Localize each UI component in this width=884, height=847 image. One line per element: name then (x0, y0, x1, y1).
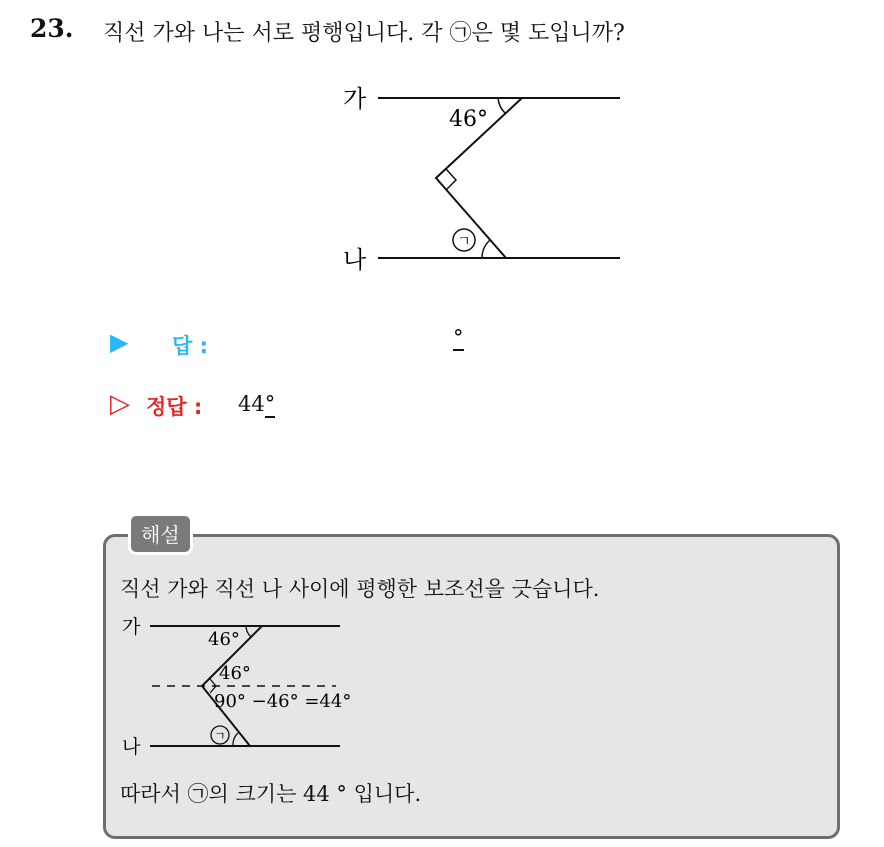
label-na: 나 (343, 246, 367, 274)
sol-angle-top: 46° (208, 629, 240, 650)
sol-label-na: 나 (122, 736, 141, 758)
answer-arrow-icon: ▶ (110, 328, 129, 356)
sol-angle-mid: 46° (219, 663, 251, 684)
sol-equation: 90° −46° =44° (214, 691, 352, 712)
label-ga: 가 (343, 85, 367, 113)
sol-arc-top (246, 626, 251, 637)
correct-arrow-icon: ▷ (110, 389, 130, 419)
solution-tab: 해설 (128, 513, 193, 555)
answer-unit: ° (453, 326, 464, 350)
correct-label: 정답 : (146, 395, 203, 419)
correct-unit: ° (264, 392, 276, 416)
sol-unknown-label: ㄱ (214, 729, 226, 743)
answer-label: 답 : (172, 334, 208, 358)
solution-conclusion: 따라서 ㉠의 크기는 44 ° 입니다. (120, 782, 422, 806)
sol-arc-bottom (233, 733, 238, 746)
solution-line-1: 직선 가와 직선 나 사이에 평행한 보조선을 긋습니다. (120, 577, 600, 601)
question-text: 직선 가와 나는 서로 평행입니다. 각 ㉠은 몇 도입니까? (103, 21, 625, 46)
sol-label-ga: 가 (122, 616, 141, 638)
angle-46-label: 46° (449, 107, 488, 132)
angle-unknown-label: ㄱ (457, 234, 471, 250)
correct-number: 44 (238, 392, 265, 416)
question-number: 23. (30, 14, 74, 43)
